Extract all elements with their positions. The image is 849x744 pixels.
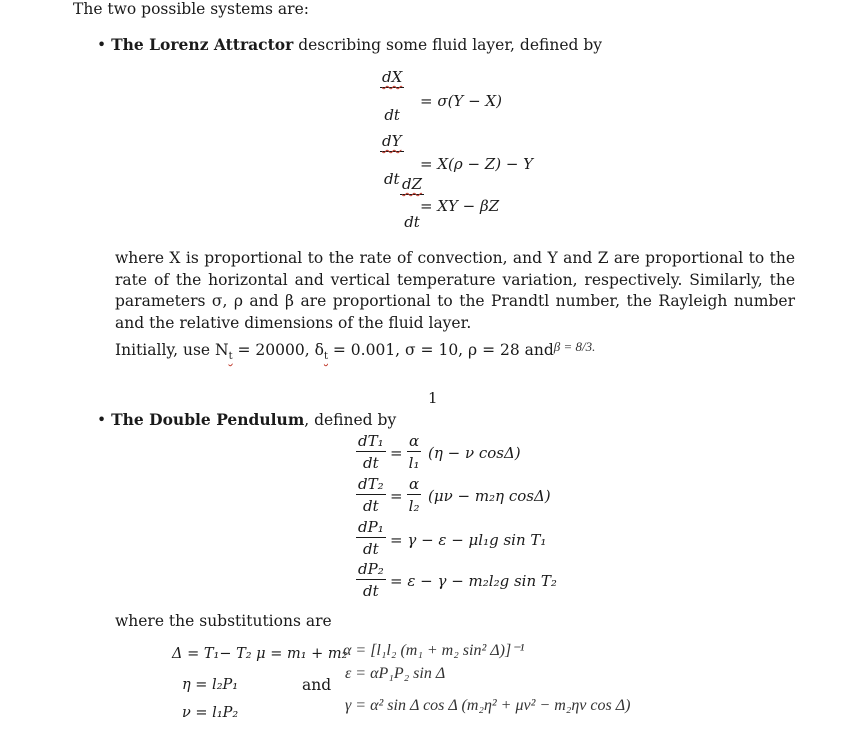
- pendulum-eq3-den: dt: [363, 540, 379, 558]
- substitution-alpha: α = [l₁l₂ (m₁ + m₂ sin² Δ)]⁻¹: [343, 642, 525, 659]
- lorenz-description: where X is proportional to the rate of convection, and Y and Z are proportional to the rate of the horizontal and vertical temperature variation, respectively. Similarly, the parameters σ, ρ and β are proportional to the Prandtl number, the Rayleigh number and the relative dimensions of the fluid layer.: [115, 249, 795, 332]
- initial-subscript-delta: t: [323, 351, 328, 363]
- lorenz-eq2-rhs: = X(ρ − Z) − Y: [420, 155, 534, 173]
- lorenz-eq3-den: dt: [404, 213, 420, 231]
- pendulum-eq1-rhs: (η − ν cosΔ): [428, 444, 521, 462]
- pendulum-heading: [97, 410, 396, 429]
- pendulum-eq1-coef-den: l₁: [408, 454, 420, 472]
- page-number: 1: [428, 389, 438, 407]
- pendulum-eq2-coef-num: α: [409, 475, 420, 493]
- pendulum-eq3-rhs: = γ − ε − μl₁g sin T₁: [390, 531, 547, 549]
- lorenz-initial-values: [115, 341, 595, 362]
- pendulum-eq2-num: dT₂: [358, 475, 384, 493]
- pendulum-eq1-den: dt: [362, 454, 379, 472]
- initial-subscript-n: t: [228, 351, 233, 363]
- pendulum-title: The Double Pendulum: [111, 410, 305, 429]
- pendulum-eq1-coef: [407, 434, 421, 471]
- substitution-gamma: γ = α² sin Δ cos Δ (m₂η² + μν² − m₂ην cos Δ): [345, 697, 631, 714]
- lorenz-eq1-num: dX: [382, 68, 403, 86]
- pendulum-eq2-coef-den: l₂: [408, 497, 420, 515]
- initial-label: Initially, use N: [115, 341, 229, 359]
- substitution-nu: ν = l₁P₂: [182, 705, 239, 721]
- lorenz-title: The Lorenz Attractor: [111, 35, 294, 54]
- pendulum-eq4-num: dP₂: [358, 560, 384, 578]
- pendulum-eq2-fraction: [356, 477, 386, 514]
- pendulum-heading-rest: , defined by: [304, 411, 397, 429]
- beta-value: β = 8/3.: [553, 339, 596, 354]
- pendulum-eq4-den: dt: [363, 582, 379, 600]
- pendulum-eq2-den: dt: [362, 497, 379, 515]
- pendulum-eq1-num: dT₁: [358, 432, 384, 450]
- pendulum-eq1-coef-num: α: [409, 432, 420, 450]
- pendulum-eq4-fraction: [356, 562, 386, 599]
- initial-val2: = 0.001, σ = 10, ρ = 28 and: [327, 341, 554, 359]
- intro-label: The two possible systems are:: [73, 0, 309, 18]
- intro-text: [73, 0, 309, 18]
- lorenz-eq2-den: dt: [383, 170, 400, 188]
- pendulum-eq1-equals: =: [390, 444, 403, 462]
- lorenz-eq3-num: dZ: [402, 175, 423, 193]
- pendulum-eq3-fraction: [356, 520, 386, 557]
- pendulum-eq2-equals: =: [390, 487, 403, 505]
- bullet-icon: •: [97, 411, 107, 429]
- lorenz-eq1-rhs: = σ(Y − X): [420, 92, 502, 110]
- pendulum-eq4-rhs: = ε − γ − m₂l₂g sin T₂: [390, 572, 557, 590]
- substitution-eta: η = l₂P₁: [182, 677, 239, 693]
- initial-val1: = 20000, δ: [232, 341, 324, 359]
- lorenz-eq3-rhs: = XY − βZ: [420, 197, 500, 215]
- bullet-icon: •: [97, 36, 107, 54]
- lorenz-heading-rest: describing some fluid layer, defined by: [293, 36, 603, 54]
- lorenz-eq1-fraction: [380, 70, 404, 123]
- lorenz-heading: [97, 35, 602, 54]
- substitution-epsilon: ε = αP₁P₂ sin Δ: [345, 665, 446, 682]
- substitution-delta-mu: Δ = T₁− T₂ μ = m₁ + m₂: [172, 646, 348, 662]
- substitutions-intro: where the substitutions are: [115, 612, 332, 630]
- lorenz-eq2-num: dY: [382, 132, 402, 150]
- pendulum-eq1-fraction: [356, 434, 386, 471]
- substitution-and: and: [302, 676, 332, 694]
- pendulum-eq2-coef: [407, 477, 421, 514]
- pendulum-eq3-num: dP₁: [358, 518, 384, 536]
- pendulum-eq2-rhs: (μν − m₂η cosΔ): [428, 487, 551, 505]
- lorenz-eq1-den: dt: [384, 106, 400, 124]
